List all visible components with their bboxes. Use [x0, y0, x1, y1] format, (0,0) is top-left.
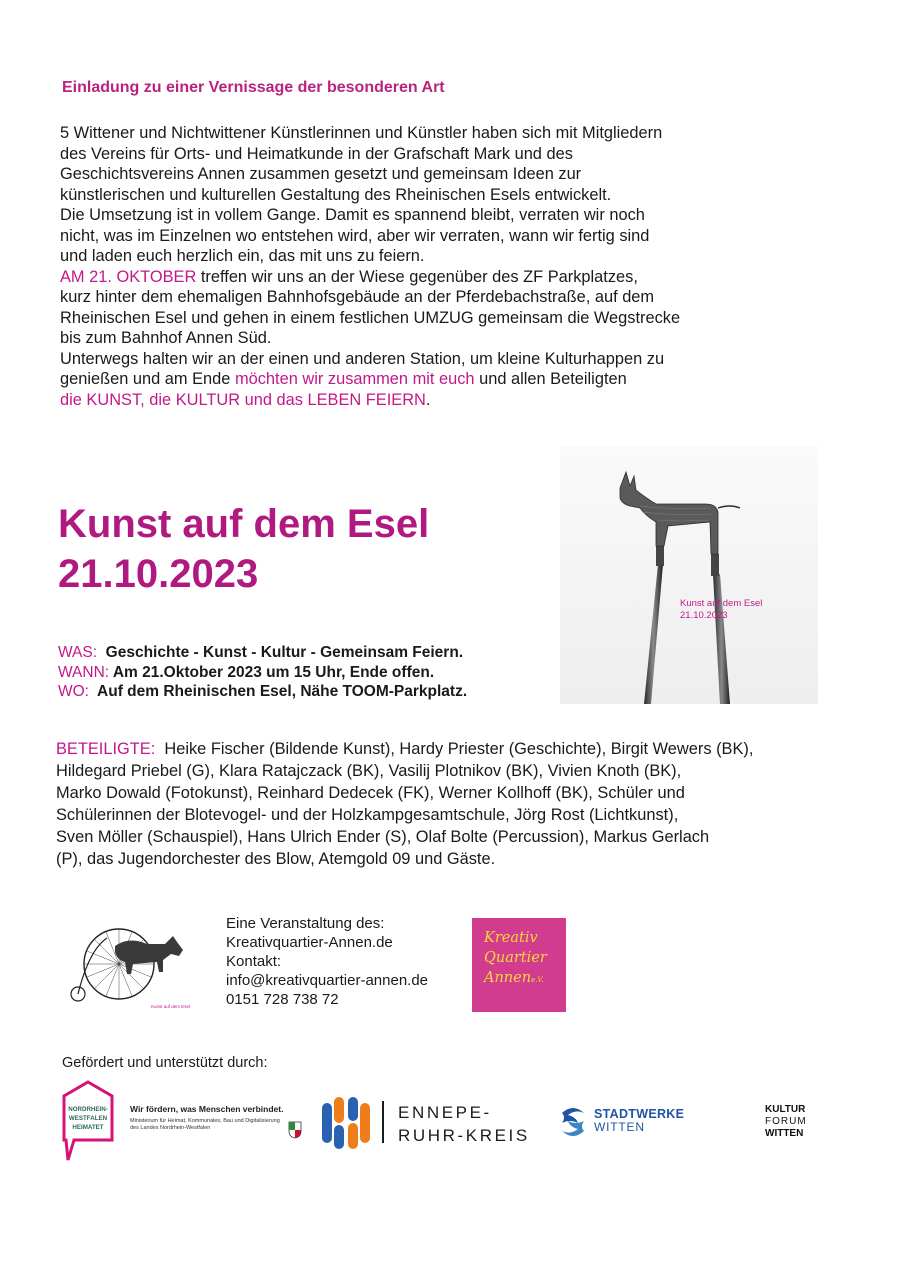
intro-line: Rheinischen Esel und gehen in einem festlichen UMZUG gemeinsam die Wegstrecke — [60, 308, 681, 327]
contact-block — [226, 914, 428, 1009]
final-end: . — [425, 390, 431, 409]
date-line-rest: treffen wir uns an der Wiese gegenüber des ZF Parkplatzes, — [196, 267, 638, 286]
contact-label: Kontakt: — [226, 953, 282, 970]
when-label: WANN: — [58, 663, 110, 681]
intro-line: 5 Wittener und Nichtwittener Künstlerinnen und Künstler haben sich mit Mitgliedern — [60, 124, 663, 142]
detail-what — [58, 643, 467, 663]
intro-line: bis zum Bahnhof Annen Süd. — [60, 329, 272, 347]
contact-email[interactable]: info@kreativquartier-annen.de — [226, 972, 429, 989]
kreativquartier-logo — [472, 918, 566, 1012]
kq-logo-line2: Quartier — [484, 950, 547, 966]
intro-date-line — [60, 267, 780, 288]
participants-line: Hildegard Priebel (G), Klara Ratajczack (BK), Vasilij Plotnikov (BK), Vivien Knoth (BK), — [56, 762, 682, 780]
where-label: WO: — [58, 683, 89, 700]
participants-label: BETEILIGTE: — [56, 740, 156, 758]
nrw-badge-line3: HEIMATET — [72, 1124, 104, 1131]
event-title-date: 21.10.2023 — [58, 552, 259, 596]
date-highlight: AM 21. OKTOBER — [60, 267, 197, 286]
enr-line1: ENNEPE- — [398, 1103, 492, 1122]
what-value: Geschichte - Kunst - Kultur - Gemeinsam Feiern. — [105, 644, 464, 661]
intro-text — [60, 123, 780, 410]
kq-logo-line3 — [484, 968, 566, 990]
participants-line: Heike Fischer (Bildende Kunst), Hardy Priester (Geschichte), Birgit Wewers (BK), — [164, 740, 754, 758]
intro-line: des Vereins für Orts- und Heimatkunde in der Grafschaft Mark und des — [60, 144, 573, 163]
where-value: Auf dem Rheinischen Esel, Nähe TOOM-Parkplatz. — [97, 683, 468, 700]
intro-line: und laden euch herzlich ein, das mit uns zu feiern. — [60, 247, 425, 265]
participants-line: (P), das Jugendorchester des Blow, Atemgold 09 und Gäste. — [56, 850, 496, 868]
nrw-crest-icon — [288, 1121, 302, 1139]
participants-list — [56, 738, 880, 870]
nrw-heimat-logo — [62, 1080, 114, 1162]
what-label: WAS: — [58, 644, 98, 661]
intro-enjoy-line — [60, 369, 780, 390]
donkey-bicycle-logo — [67, 920, 197, 1012]
speech-bubble-icon — [62, 1080, 114, 1162]
sponsored-label: Gefördert und unterstützt durch: — [62, 1055, 268, 1071]
intro-line: Geschichtsvereins Annen zusammen gesetzt und gemeinsam Ideen zur — [60, 165, 582, 183]
intro-line: Unterwegs halten wir an der einen und anderen Station, um kleine Kulturhappen zu — [60, 349, 665, 368]
intro-line: nicht, was im Einzelnen wo entstehen wird, aber wir verraten, wann wir fertig sind — [60, 226, 650, 245]
ennepe-ruhr-divider — [382, 1101, 384, 1143]
donkey-sculpture-illustration — [560, 446, 818, 704]
participants-line: Schülerinnen der Blotevogel- und der Holzkampgesamtschule, Jörg Rost (Lichtkunst), — [56, 806, 679, 824]
intro-line: Die Umsetzung ist in vollem Gange. Damit es spannend bleibt, verraten wir noch — [60, 206, 645, 224]
bike-logo-caption: Kunst auf dem Esel — [151, 1004, 191, 1009]
contact-phone: 0151 728 738 72 — [226, 991, 339, 1008]
nrw-ministry: Ministerium für Heimat, Kommunales, Bau und Digitalisierung des Landes Nordrhein-Westfalen — [130, 1118, 280, 1131]
intro-final-line — [60, 390, 780, 411]
ennepe-ruhr-kreis-emblem-icon — [322, 1097, 372, 1149]
ennepe-ruhr-kreis-wordmark — [398, 1101, 530, 1147]
intro-line: künstlerischen und kulturellen Gestaltung des Rheinischen Esels entwickelt. — [60, 185, 612, 204]
photo-caption-line1: Kunst auf dem Esel — [680, 598, 763, 609]
kq-logo-suffix: e.V. — [531, 976, 544, 984]
participants-line: Sven Möller (Schauspiel), Hans Ulrich Ender (S), Olaf Bolte (Percussion), Markus Gerlach — [56, 828, 710, 846]
detail-when — [58, 663, 467, 683]
nrw-badge-line1: NORDRHEIN- — [68, 1106, 108, 1113]
participants-line: Marko Dowald (Fotokunst), Reinhard Dedecek (FK), Werner Kollhoff (BK), Schüler und — [56, 784, 685, 802]
kq-logo-annen: Annen — [484, 970, 532, 986]
enjoy-end: und allen Beteiligten — [474, 370, 627, 388]
stadtwerke-witten-wordmark — [594, 1108, 684, 1134]
enjoy-highlight: möchten wir zusammen mit euch — [234, 370, 475, 388]
kfw-line3: WITTEN — [765, 1128, 804, 1139]
enr-line2: RUHR-KREIS — [398, 1126, 530, 1145]
participants-first-line — [56, 738, 880, 760]
nrw-slogan: Wir fördern, was Menschen verbindet. — [130, 1104, 284, 1114]
stadtwerke-swirl-icon — [556, 1105, 590, 1139]
enjoy-start: genießen und am Ende — [60, 370, 235, 388]
penny-farthing-donkey-icon — [67, 920, 197, 1012]
nrw-badge-line2: WESTFALEN — [68, 1115, 108, 1122]
when-value: Am 21.Oktober 2023 um 15 Uhr, Ende offen. — [112, 663, 435, 681]
nrw-ministry-text — [130, 1104, 290, 1132]
organizer-label: Eine Veranstaltung des: — [226, 915, 385, 932]
kq-logo-line1: Kreativ — [484, 930, 538, 946]
photo-caption-line2: 21.10.2023 — [680, 610, 728, 621]
kfw-line2: FORUM — [765, 1116, 807, 1127]
final-highlight: die KUNST, die KULTUR und das LEBEN FEIERN — [60, 390, 426, 409]
organizer-website[interactable]: Kreativquartier-Annen.de — [226, 934, 393, 951]
invitation-heading: Einladung zu einer Vernissage der besonderen Art — [62, 79, 445, 96]
detail-where — [58, 682, 467, 702]
sw-line1: STADTWERKE — [594, 1107, 685, 1121]
event-details — [58, 643, 467, 702]
sw-line2: WITTEN — [594, 1120, 645, 1134]
intro-line: kurz hinter dem ehemaligen Bahnhofsgebäude an der Pferdebachstraße, auf dem — [60, 288, 655, 306]
donkey-sculpture-photo — [560, 446, 818, 704]
kfw-line1: KULTUR — [765, 1104, 806, 1115]
kulturforum-witten-wordmark — [765, 1104, 807, 1140]
event-title — [58, 499, 429, 599]
event-title-name: Kunst auf dem Esel — [58, 502, 430, 546]
